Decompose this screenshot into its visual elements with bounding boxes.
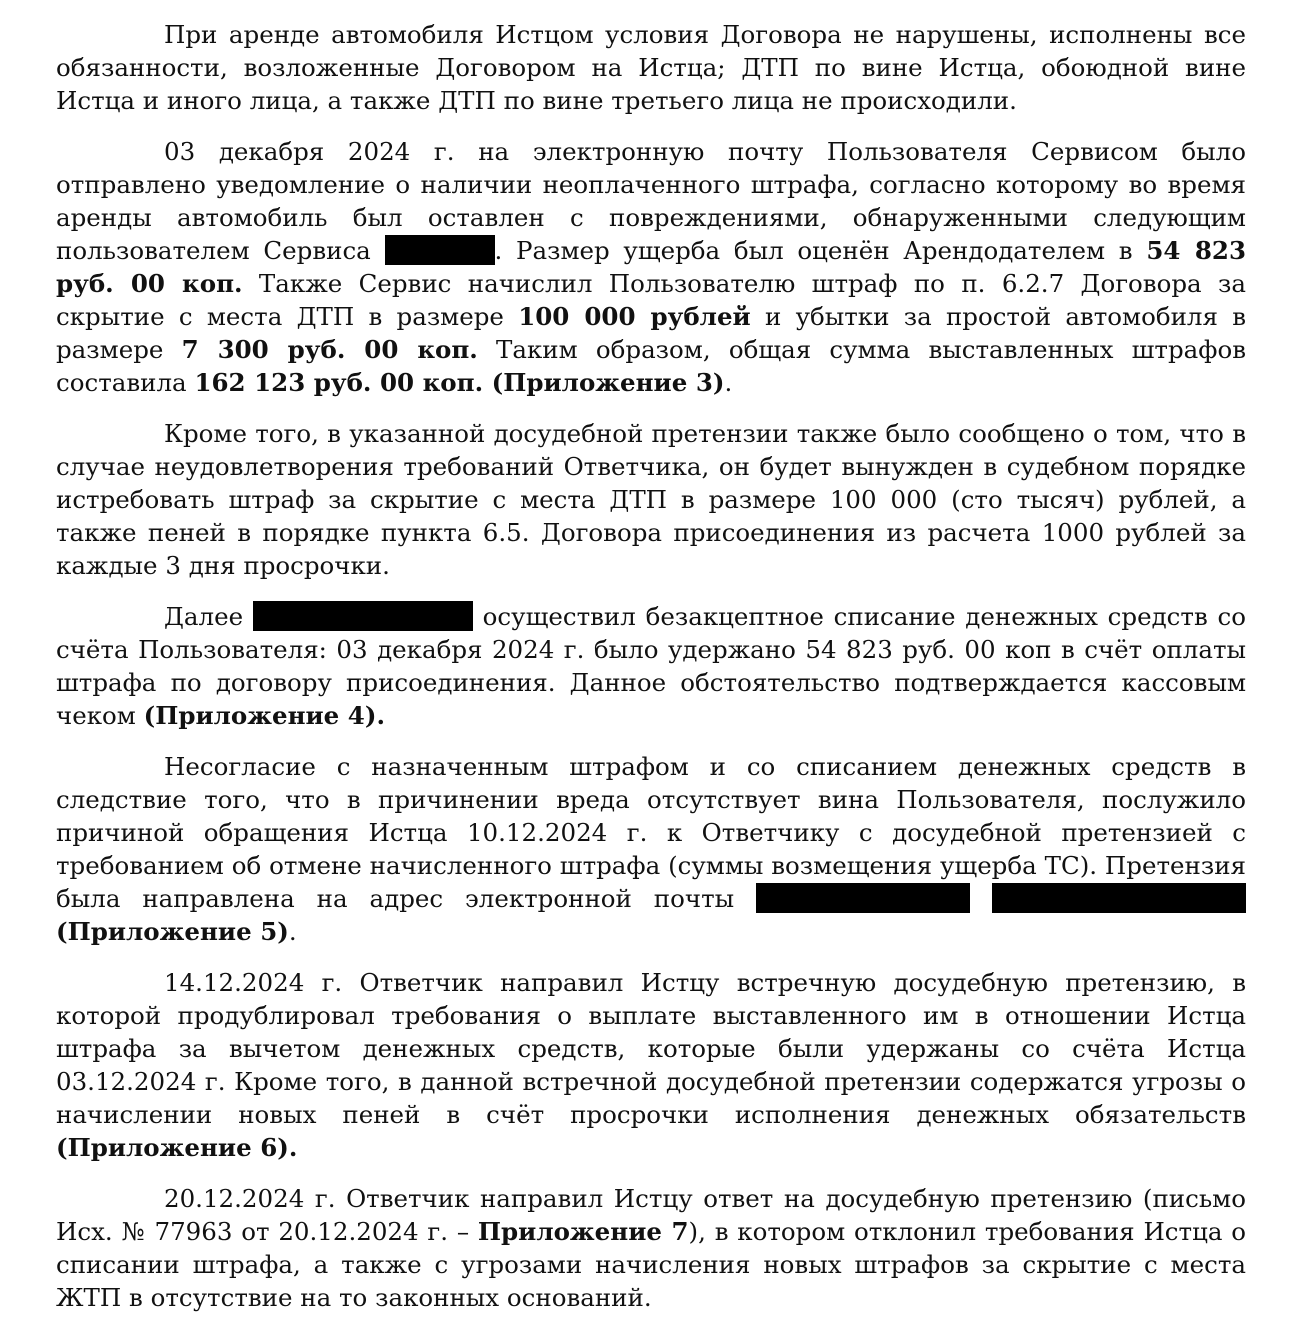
total-amount-appendix-3: 162 123 руб. 00 коп. (Приложение 3): [194, 368, 725, 397]
appendix-6-ref: (Приложение 6).: [56, 1133, 298, 1162]
paragraph-response-letter: 20.12.2024 г. Ответчик направил Истцу ответ на досудебную претензию (письмо Исх. № 77963 от 20.12.2024 г. – Приложение 7), в котором отклонил требования Истца о списании штрафа, а также с угрозами начисления новых штрафов за скрытие с места ЖТП в отсутствие на то законных оснований.: [56, 1184, 1246, 1312]
appendix-4-ref: (Приложение 4).: [143, 701, 385, 730]
paragraph-rental-conditions: При аренде автомобиля Истцом условия Договора не нарушены, исполнены все обязанности, возложенные Договором на Истца; ДТП по вине Истца, обоюдной вине Истца и иного лица, а также ДТП по вине третьего лица не происходили.: [56, 20, 1246, 115]
document-page: [56, 18, 1246, 1332]
redacted-email-part-1: [756, 883, 970, 913]
redacted-user-name: [385, 235, 495, 265]
redacted-company-name: [253, 601, 473, 631]
appendix-7-ref: Приложение 7: [477, 1217, 689, 1246]
downtime-amount: 7 300 руб. 00 коп.: [181, 335, 478, 364]
paragraph-counter-claim: 14.12.2024 г. Ответчик направил Истцу встречную досудебную претензию, в которой продублировал требования о выплате выставленного им в отношении Истца штрафа за вычетом денежных средств, которые были удержаны со счёта Истца 03.12.2024 г. Кроме того, в данной встречной досудебной претензии содержатся угрозы о начислении новых пеней в счёт просрочки исполнения денежных обязательств (Приложение 6).: [56, 968, 1246, 1162]
paragraph-fine-notification: 03 декабря 2024 г. на электронную почту Пользователя Сервисом было отправлено уведомление о наличии неоплаченного штрафа, согласно которому во время аренды автомобиль был оставлен с повреждениями, обнаруженными следующим пользователем Сервиса . Размер ущерба был оценён Арендодателем в 54 823 руб. 00 коп. Также Сервис начислил Пользователю штраф по п. 6.2.7 Договора за скрытие с места ДТП в размере 100 000 рублей и убытки за простой автомобиля в размере 7 300 руб. 00 коп. Таким образом, общая сумма выставленных штрафов составила 162 123 руб. 00 коп. (Приложение 3).: [56, 137, 1247, 397]
paragraph-debit: Далее осуществил безакцептное списание денежных средств со счёта Пользователя: 03 декабря 2024 г. было удержано 54 823 руб. 00 коп в счёт оплаты штрафа по договору присоединения. Данное обстоятельство подтверждается кассовым чеком (Приложение 4).: [56, 602, 1247, 730]
fine-amount: 100 000 рублей: [518, 302, 751, 331]
redacted-email-part-2: [992, 883, 1246, 913]
appendix-5-ref: (Приложение 5): [56, 917, 289, 946]
paragraph-pretrial-claim: Кроме того, в указанной досудебной претензии также было сообщено о том, что в случае неудовлетворения требований Ответчика, он будет вынужден в судебном порядке истребовать штраф за скрытие с места ДТП в размере 100 000 (сто тысяч) рублей, а также пеней в порядке пункта 6.5. Договора присоединения из расчета 1000 рублей за каждые 3 дня просрочки.: [56, 419, 1246, 580]
damage-amount: 54 823 руб. 00 коп.: [56, 236, 1247, 298]
paragraph-disagreement: Несогласие с назначенным штрафом и со списанием денежных средств в следствие того, что в причинении вреда отсутствует вина Пользователя, послужило причиной обращения Истца 10.12.2024 г. к Ответчику с досудебной претензией с требованием об отмене начисленного штрафа (суммы возмещения ущерба ТС). Претензия была направлена на адрес электронной почты (Приложение 5).: [56, 752, 1246, 946]
